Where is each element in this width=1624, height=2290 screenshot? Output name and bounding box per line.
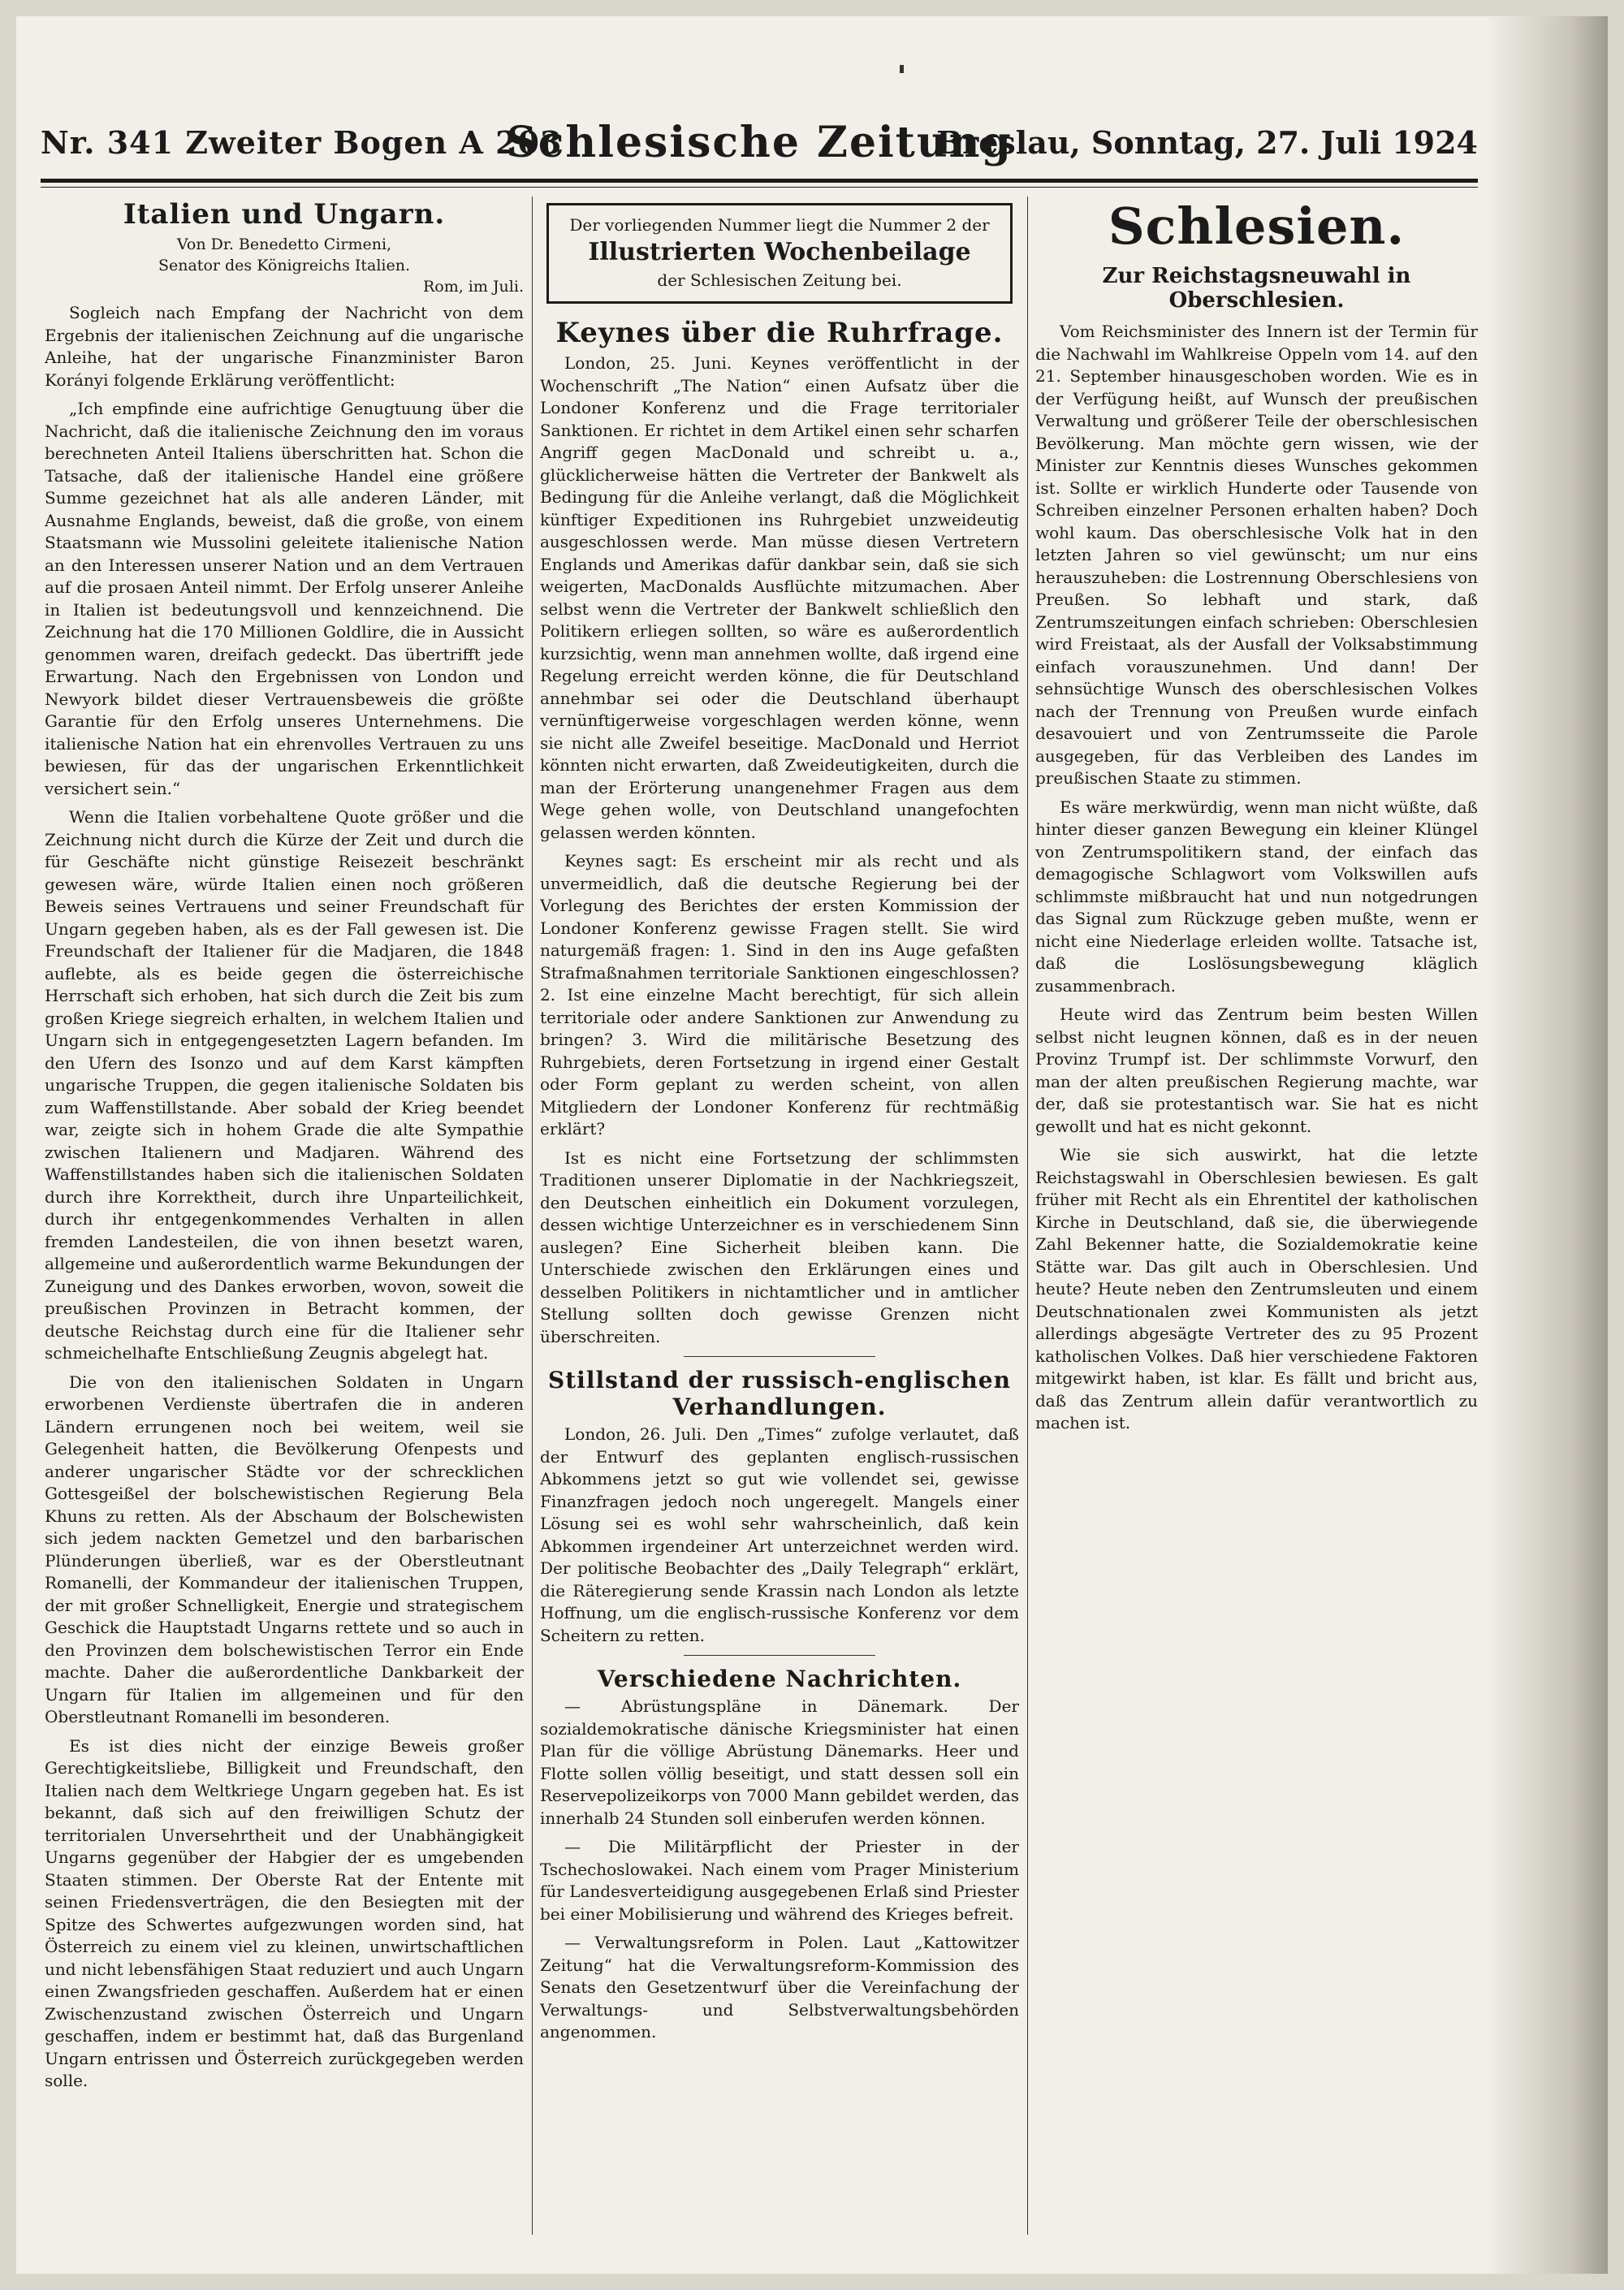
paragraph: Es ist dies nicht der einzige Beweis großer Gerechtigkeitsliebe, Billigkeit und Freundschaft, den Italien nach dem Weltkriege Ungarn gegeben hat. Es ist bekannt, daß sich auf den freiwilligen Schutz der territorialen Unversehrtheit und der Unabhängigkeit Ungarns gegenüber der Habgier der es umgebenden Staaten stimmen. Der Oberste Rat der Entente mit seinen Friedensverträgen, die den Besiegten mit der Spitze des Schwertes aufgezwungen worden sind, hat Österreich zu einem viel zu kleinen, unwirtschaftlichen und nicht lebensfähigen Staat reduziert und auch Ungarn einen Zwangsfrieden geschaffen. Außerdem hat er einen Zwischenzustand zwischen Österreich und Ungarn geschaffen, indem er bestimmt hat, daß das Burgenland Ungarn entrissen und Österreich zurückgegeben werden solle. [45, 1735, 524, 2090]
paragraph: Vom Reichsminister des Innern ist der Termin für die Nachwahl im Wahlkreise Oppeln vom 14. auf den 21. September hinausgeschoben worden. Wie es in der Verfügung heißt, auf Wunsch der preußischen Verwaltung und größerer Teile der oberschlesischen Bevölkerung. Man möchte gern wissen, wie der Minister zur Kenntnis dieses Wunsches gekommen ist. Sollte er wirklich Hunderte oder Tausende von Schreiben einzelner Personen erhalten haben? Doch wohl kaum. Das oberschlesische Volk hat in den letzten Jahren so viel gewünscht; um nur eins herauszuheben: die Lostrennung Oberschlesiens von Preußen. So lebhaft und stark, daß Zentrumszeitungen einfach schrieben: Oberschlesien wird Freistaat, als der Ausfall der Volksabstimmung einfach vorauszunehmen. Und dann! Der sehnsüchtige Wunsch des oberschlesischen Volkes nach der Trennung von Preußen wurde einfach desavouiert und von Zentrumsseite die Parole ausgegeben, für das Verbleiben des Landes im preußischen Staate zu stimmen. [1035, 322, 1478, 788]
paragraph: — Abrüstungspläne in Dänemark. Der sozialdemokratische dänische Kriegsminister hat einen Plan für die völlige Abrüstung Dänemarks. Heer und Flotte sollen völlig beseitigt, und statt dessen soll ein Reservepolizeikorps von 7000 Mann gebildet werden, das innerhalb 24 Stunden soll einberufen werden können. [540, 1696, 1019, 1828]
supplement-notice: Der vorliegenden Nummer liegt die Nummer 2 der Illustrierten Wochenbeilage der Schlesischen Zeitung bei. [546, 203, 1013, 304]
paragraph: — Die Militärpflicht der Priester in der Tschechoslowakei. Nach einem vom Prager Ministerium für Landesverteidigung ausgegebenen Erlaß sind Priester bei einer Mobilisierung und während des Krieges befreit. [540, 1837, 1019, 1924]
paragraph: — Verwaltungsreform in Polen. Laut „Kattowitzer Zeitung“ hat die Verwaltungsreform-Kommission des Senats den Gesetzentwurf über die Vereinfachung der Verwaltungs- und Selbstverwaltungsbehörden angenommen. [540, 1933, 1019, 2042]
paragraph: Wie sie sich auswirkt, hat die letzte Reichstagswahl in Oberschlesien bewiesen. Es galt früher mit Recht als ein Ehrentitel der katholischen Kirche in Deutschland, daß sie, die überwiegende Zahl Bekenner hatte, die Sozialdemokratie keine Stätte war. Das gilt auch in Oberschlesien. Und heute? Heute neben den Zentrumsleuten und einem Deutschnationalen zwei Kommunisten als jetzt allerdings abgesägte Vertreter des zu 95 Prozent katholischen Volkes. Daß hier verschiedene Faktoren mitgewirkt haben, ist klar. Es fällt und bricht aus, daß das Zentrum allein dafür verantwortlich zu machen ist. [1035, 1145, 1478, 1432]
column-3 [1035, 197, 1478, 2243]
paragraph: Wenn die Italien vorbehaltene Quote größer und die Zeichnung nicht durch die Kürze der Zeit und durch die für Geschäfte nicht günstige Reisezeit beschränkt gewesen wäre, würde Italien einen noch größeren Beweis seines Vertrauens und seiner Freundschaft für Ungarn gegeben haben, als es der Fall gewesen ist. Die Freundschaft der Italiener für die Madjaren, die 1848 auflebte, als es beide gegen die österreichische Herrschaft sich erhoben, hat sich durch die Zeit bis zum großen Kriege siegreich erhalten, in welchem Italien und Ungarn sich in entgegengesetzten Lagern befanden. Im den Ufern des Isonzo und auf dem Karst kämpften ungarische Truppen, die gegen italienische Soldaten bis zum Waffenstillstande. Aber sobald der Krieg beendet war, zeigte sich in hohem Grade die alte Sympathie zwischen Italienern und Madjaren. Während des Waffenstillstandes haben sich die italienischen Soldaten durch ihre Korrektheit, durch ihre Unparteilichkeit, durch ihr entgegenkommendes Verhalten in allen fremden Landesteilen, die von ihnen besetzt waren, allgemeine und außerordentlich warme Bekundungen der Zuneigung und des Dankes erworben, wovon, soweit die preußischen Provinzen in Betracht kommen, der deutsche Reichstag durch eine für die Italiener sehr schmeichelhafte Entschließung Zeugnis abgelegt hat. [45, 807, 524, 1363]
column-divider [1027, 197, 1028, 2235]
paper-title: Schlesische Zeitung [506, 118, 1013, 167]
column-divider [532, 197, 533, 2235]
paragraph: Keynes sagt: Es erscheint mir als recht und als unvermeidlich, daß die deutsche Regierung bei der Vorlegung des Berichtes der ersten Kommission der Londoner Konferenz gewisse Fragen stellt. Sie wird naturgemäß fragen: 1. Sind in den ins Auge gefaßten Strafmaßnahmen territoriale Sanktionen eingeschlossen? 2. Ist eine einzelne Macht berechtigt, für sich allein territoriale oder andere Sanktionen zur Anwendung zu bringen? 3. Wird die militärische Besetzung des Ruhrgebiets, deren Fortsetzung in irgend einer Gestalt oder Form geplant zu werden scheint, von allen Mitgliedern der Londoner Konferenz für rechtmäßig erklärt? [540, 851, 1019, 1139]
issue-number: Nr. 341 Zweiter Bogen A 203 [41, 124, 563, 161]
paragraph: Es wäre merkwürdig, wenn man nicht wüßte, daß hinter dieser ganzen Bewegung ein kleiner Klüngel von Zentrumspolitikern stand, der einfach das demagogische Schlagwort vom Volkswillen aufs schlimmste mißbraucht hat und nun notgedrungen das Signal zum Rückzuge geben mußte, wenn er nicht eine Niederlage erleiden wollte. Tatsache ist, daß die Loslösungsbewegung kläglich zusammenbrach. [1035, 797, 1478, 996]
masthead-rule [41, 179, 1478, 183]
paragraph: Ist es nicht eine Fortsetzung der schlimmsten Traditionen unserer Diplomatie in der Nachkriegszeit, den Deutschen einheitlich ein Dokument vorzulegen, dessen wichtige Unterzeichner es in verschiedenem Sinn auslegen? Eine Sicherheit bleiben kann. Die Unterschiede zwischen den Erklärungen eines und desselben Politikers in nichtamtlicher und in amtlicher Stellung sollten doch gewisse Grenzen nicht überschreiten. [540, 1147, 1019, 1346]
section-title: Schlesien. [1108, 197, 1406, 256]
page-edge-shadow [1486, 16, 1608, 2274]
column-2 [540, 197, 1019, 2243]
column-1 [45, 197, 524, 2243]
article-title: Italien und Ungarn. [123, 198, 446, 231]
paragraph: Die von den italienischen Soldaten in Ungarn erworbenen Verdienste übertrafen die in anderen Ländern errungenen noch bei weitem, weil sie Gelegenheit hatten, die Bevölkerung Ofenpests und anderer ungarischer Städte vor der schrecklichen Gottesgeißel der bolschewistischen Regierung Bela Khuns zu retten. Als der Abschaum der Bolschewisten sich jedem nackten Gemetzel und den barbarischen Plünderungen überließ, war es der Oberstleutnant Romanelli, der Kommandeur der italienischen Truppen, der mit großer Schnelligkeit, Energie und strategischem Geschick die Hauptstadt Ungarns rettete und so auch in den Provinzen dem bolschewistischen Terror ein Ende machte. Daher die außerordentliche Dankbarkeit der Ungarn für Italien im allgemeinen und für den Oberstleutnant Romanelli im besonderen. [45, 1372, 524, 1726]
article-title: Verschiedene Nachrichten. [597, 1666, 962, 1692]
article-title: Stillstand der russisch-englischen Verhandlungen. [548, 1367, 1011, 1420]
paragraph: Sogleich nach Empfang der Nachricht von dem Ergebnis der italienischen Zeichnung auf die ungarische Anleihe, hat der ungarische Finanzminister Baron Korányi folgende Erklärung veröffentlicht: [45, 303, 524, 390]
date-line: Breslau, Sonntag, 27. Juli 1924 [936, 124, 1478, 161]
paragraph: London, 26. Juli. Den „Times“ zufolge verlautet, daß der Entwurf des geplanten englisch-russischen Abkommens jetzt so gut wie vollendet sei, gewisse Finanzfragen jedoch noch ungeregelt. Mangels einer Lösung sei es wohl sehr wahrscheinlich, daß kein Abkommen irgendeiner Art unterzeichnet werden wird. Der politische Beobachter des „Daily Telegraph“ erklärt, die Räteregierung sende Krassin nach London als letzte Hoffnung, um die englisch-russische Konferenz vor dem Scheitern zu retten. [540, 1424, 1019, 1645]
dateline: Rom, im Juli. [422, 278, 524, 296]
paragraph: Heute wird das Zentrum beim besten Willen selbst nicht leugnen können, daß es in der neuen Provinz Trumpf ist. Der schlimmste Vorwurf, den man der alten preußischen Regierung machte, war der, daß sie protestantisch war. Sie hat es nicht gewollt und hat es nicht gekonnt. [1035, 1005, 1478, 1136]
masthead [41, 118, 1478, 175]
article-title: Zur Reichstagsneuwahl in Oberschlesien. [1102, 264, 1411, 313]
newspaper-page [16, 16, 1608, 2274]
paragraph: „Ich empfinde eine aufrichtige Genugtuung über die Nachricht, daß die italienische Zeichnung den im voraus berechneten Anteil Italiens überschritten hat. Schon die Tatsache, daß der italienische Handel eine größere Summe gezeichnet hat als alle anderen Länder, mit Ausnahme Englands, beweist, daß die große, von einem Staatsmann wie Mussolini geleitete italienische Nation an den Interessen unserer Nation und an dem Vertrauen auf die prosaen Anteil nimmt. Der Erfolg unserer Anleihe in Italien ist bedeutungsvoll und kennzeichnend. Die Zeichnung hat die 170 Millionen Goldlire, die in Aussicht genommen waren, dreifach gedeckt. Das übertrifft jede Erwartung. Nach den Ergebnissen von London und Newyork bildet dieser Vertrauensbeweis die größte Garantie für den Erfolg unseres Unternehmens. Die italienische Nation hat ein ehrenvolles Vertrauen zu uns bewiesen, für das der ungarischen Erkenntlichkeit versichert sein.“ [45, 399, 524, 798]
paragraph: London, 25. Juni. Keynes veröffentlicht in der Wochenschrift „The Nation“ einen Aufsatz über die Londoner Konferenz und die Frage territorialer Sanktionen. Er richtet in dem Artikel einen sehr scharfen Angriff gegen MacDonald und schreibt u. a., glücklicherweise hätten die Vertreter der Bankwelt als Bedingung für die Anleihe verlangt, daß die Möglichkeit künftiger Expeditionen ins Ruhrgebiet unzweideutig ausgeschlossen werde. Man müsse diesen Vertretern Englands und Amerikas dafür dankbar sein, daß sie sich weigerten, MacDonalds Ausflüchte mitzumachen. Aber selbst wenn die Vertreter der Bankwelt schließlich den Politikern erliegen sollten, so wäre es außerordentlich kurzsichtig, wenn man annehmen wollte, daß irgend eine Regelung erreicht werden könne, die für Deutschland annehmbar sei oder die Deutschland überhaupt vernünftigerweise vorgeschlagen werden könne, wenn sie nicht alle Zweifel beseitige. MacDonald und Herriot könnten nicht erwarten, daß Zweideutigkeiten, durch die man der Erörterung unangenehmer Fragen aus dem Wege gehen wolle, von Deutschland unangefochten gelassen werden könnten. [540, 353, 1019, 842]
byline: Von Dr. Benedetto Cirmeni, [176, 235, 392, 253]
article-title: Keynes über die Ruhrfrage. [555, 317, 1004, 349]
byline: Senator des Königreichs Italien. [158, 257, 411, 274]
